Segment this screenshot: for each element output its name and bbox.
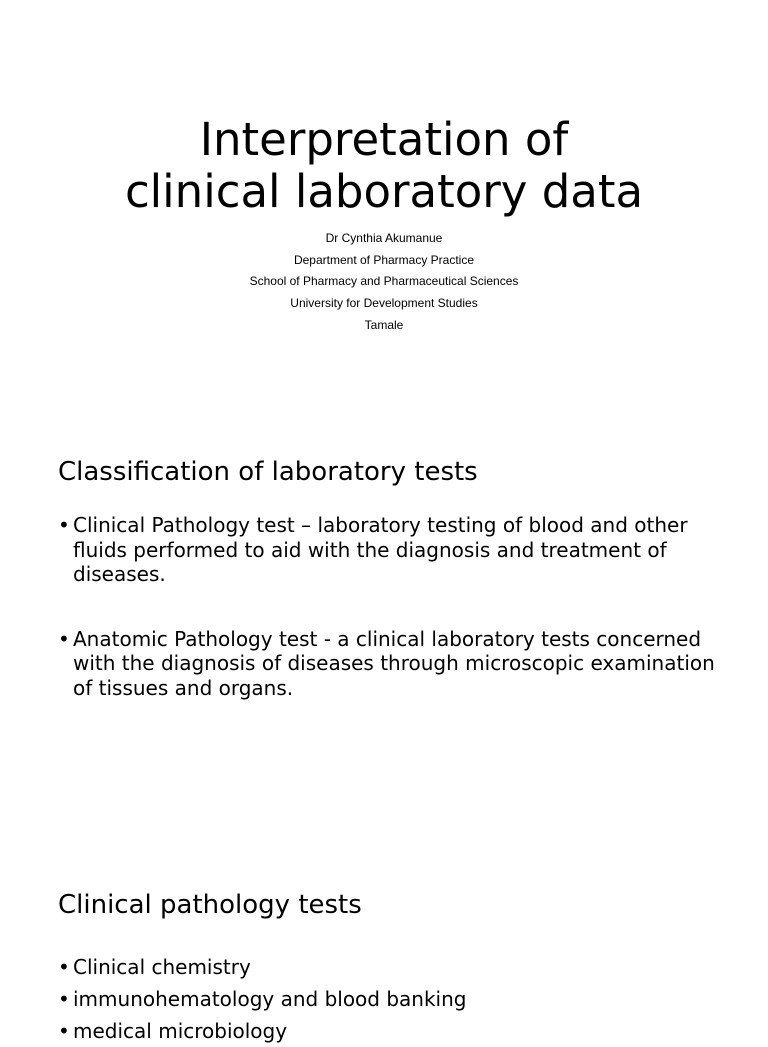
classification-list	[58, 513, 728, 700]
list-item-text: medical microbiology	[73, 1019, 288, 1043]
list-item	[58, 983, 728, 1015]
list-item-text: Anatomic Pathology test - a clinical laboratory tests concerned with the diagnosis of diseases through microscopic examination of tissues and organs.	[73, 626, 715, 700]
author-name: Dr Cynthia Akumanue	[325, 231, 443, 245]
list-item-text: Clinical Pathology test – laboratory testing of blood and other fluids performed to aid with the diagnosis and treatment of diseases.	[73, 513, 688, 586]
author-school: School of Pharmacy and Pharmaceutical Sciences	[249, 274, 519, 289]
list-item	[58, 951, 728, 983]
list-item	[58, 513, 728, 587]
list-item-text: immunohematology and blood banking	[73, 987, 467, 1011]
author-department: Department of Pharmacy Practice	[293, 252, 475, 267]
list-item-text: Clinical chemistry	[73, 955, 251, 979]
author-info	[0, 228, 768, 337]
bullet-icon: •	[58, 626, 70, 651]
clinical-pathology-list	[58, 951, 728, 1047]
title-line-1: Interpretation of	[199, 113, 569, 166]
bullet-icon: •	[58, 955, 70, 979]
bullet-icon: •	[58, 1019, 70, 1043]
list-item	[58, 1015, 728, 1047]
bullet-icon: •	[58, 513, 70, 537]
title-line-2: clinical laboratory data	[124, 165, 644, 218]
clinical-pathology-heading: Clinical pathology tests	[58, 890, 362, 920]
classification-heading: Classification of laboratory tests	[58, 457, 478, 487]
author-university: University for Development Studies	[290, 296, 478, 311]
author-location: Tamale	[364, 317, 404, 332]
document-title	[0, 114, 768, 218]
list-item	[58, 627, 728, 701]
bullet-icon: •	[58, 987, 70, 1011]
